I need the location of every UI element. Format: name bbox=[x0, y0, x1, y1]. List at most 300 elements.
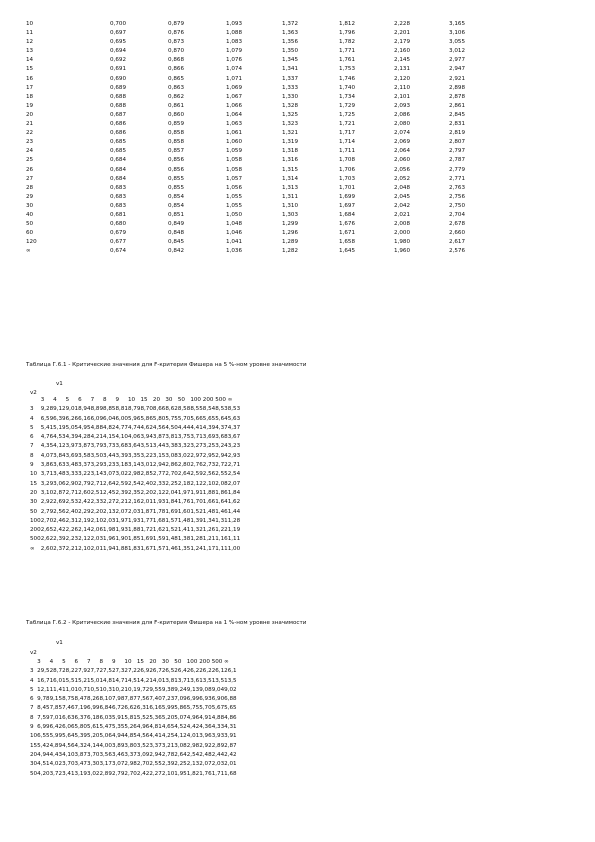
table-row bbox=[30, 480, 240, 489]
value-cell: 3,02 bbox=[87, 770, 100, 777]
value-cell: 2,056 bbox=[394, 166, 411, 173]
value-cell: 27,2 bbox=[124, 668, 137, 675]
value-cell: 4,00 bbox=[99, 742, 112, 749]
row-label-cell: 30 bbox=[30, 499, 38, 506]
value-cell: 2,678 bbox=[449, 221, 466, 228]
value-cell: 1,84 bbox=[227, 489, 241, 496]
row-label-cell: 21 bbox=[26, 121, 34, 128]
column-header: 7 bbox=[87, 659, 91, 665]
value-cell: 13,5 bbox=[211, 677, 225, 684]
value-cell: 2,21 bbox=[65, 545, 79, 552]
value-cell: 3,27 bbox=[190, 443, 203, 450]
value-cell: 3,71 bbox=[190, 434, 203, 441]
column-header: 3 bbox=[40, 397, 45, 403]
value-cell: 1,78 bbox=[152, 508, 166, 515]
table-row bbox=[26, 184, 489, 193]
row-label-cell: 14 bbox=[26, 57, 34, 64]
value-cell: 2,12 bbox=[78, 536, 91, 543]
value-cell: 6,42 bbox=[49, 724, 63, 731]
value-cell: 1,60 bbox=[177, 508, 191, 515]
row-label-cell: 15 bbox=[30, 480, 38, 487]
value-cell: 6,31 bbox=[136, 705, 150, 712]
value-cell: 5,64 bbox=[215, 415, 228, 422]
value-cell: 1,310 bbox=[282, 202, 299, 209]
value-cell: 2,94 bbox=[149, 751, 162, 758]
value-cell: 0,855 bbox=[168, 184, 185, 191]
value-cell: 3,32 bbox=[177, 443, 191, 450]
value-cell: 2,819 bbox=[449, 130, 466, 137]
table-row bbox=[26, 38, 489, 47]
table-row bbox=[26, 93, 489, 102]
value-cell: 14,2 bbox=[136, 677, 150, 684]
table-row bbox=[26, 84, 489, 93]
value-cell: 28,2 bbox=[62, 668, 75, 675]
value-cell: 1,645 bbox=[339, 248, 356, 255]
value-cell: 1,057 bbox=[226, 175, 243, 182]
value-cell: 14,7 bbox=[111, 677, 125, 684]
table-row bbox=[26, 229, 489, 238]
value-cell: 3,09 bbox=[136, 751, 150, 758]
value-cell: 0,873 bbox=[168, 39, 185, 46]
value-cell: 7,01 bbox=[49, 714, 63, 721]
value-cell: 6,09 bbox=[90, 415, 104, 422]
value-cell: 2,13 bbox=[186, 761, 200, 768]
value-cell: 1,314 bbox=[282, 175, 299, 182]
value-cell: 1,676 bbox=[339, 221, 356, 228]
table-row bbox=[26, 56, 489, 65]
value-cell: 9,13 bbox=[186, 686, 200, 693]
value-cell: 0,860 bbox=[168, 111, 185, 118]
value-cell: 2,831 bbox=[449, 121, 466, 128]
value-cell: 1,87 bbox=[140, 508, 153, 515]
value-cell: 4,36 bbox=[199, 724, 212, 731]
value-cell: 0,854 bbox=[168, 202, 185, 209]
row-label-cell: 10 bbox=[30, 733, 38, 740]
value-cell: 1,44 bbox=[227, 508, 241, 515]
table-row bbox=[30, 723, 237, 732]
value-cell: 0,690 bbox=[110, 75, 127, 82]
value-cell: 1,337 bbox=[282, 75, 299, 82]
value-cell: 2,27 bbox=[149, 770, 162, 777]
value-cell: 11,0 bbox=[62, 686, 75, 693]
value-cell: 3,81 bbox=[165, 434, 178, 441]
value-cell: 26,2 bbox=[199, 668, 212, 675]
value-cell: 4,12 bbox=[53, 443, 66, 450]
value-cell: 7,23 bbox=[161, 696, 175, 703]
value-cell: 1,059 bbox=[226, 148, 243, 155]
value-cell: 8,58 bbox=[177, 406, 191, 413]
row-label-cell: 27 bbox=[26, 175, 34, 182]
value-cell: 2,80 bbox=[177, 462, 191, 469]
row-label-cell: 6 bbox=[30, 434, 34, 441]
value-cell: 2,39 bbox=[53, 536, 66, 543]
value-cell: 11,4 bbox=[49, 686, 63, 693]
value-cell: 14,0 bbox=[149, 677, 162, 684]
value-cell: 2,59 bbox=[115, 480, 128, 487]
row-label-cell: 40 bbox=[26, 211, 34, 218]
value-cell: 6,59 bbox=[40, 415, 54, 422]
value-cell: 5,06 bbox=[99, 733, 112, 740]
row-label-cell: 6 bbox=[30, 696, 34, 703]
value-cell: 3,21 bbox=[161, 742, 175, 749]
value-cell: 3,67 bbox=[227, 434, 241, 441]
value-cell: 2,03 bbox=[127, 508, 141, 515]
table-row bbox=[30, 461, 240, 470]
value-cell: 3,48 bbox=[53, 471, 66, 478]
value-cell: 5,91 bbox=[111, 714, 125, 721]
value-cell: 8,75 bbox=[62, 696, 75, 703]
value-cell: 4,53 bbox=[53, 434, 66, 441]
value-cell: 1,39 bbox=[190, 517, 203, 524]
value-cell: 6,18 bbox=[87, 714, 100, 721]
table-row bbox=[30, 489, 240, 498]
table-row bbox=[30, 498, 240, 507]
value-cell: 8,66 bbox=[152, 406, 166, 413]
column-header: 30 bbox=[165, 397, 173, 403]
table-row bbox=[30, 452, 240, 461]
value-cell: 2,080 bbox=[394, 121, 411, 128]
row-label-cell: 8 bbox=[30, 714, 34, 721]
value-cell: 2,797 bbox=[449, 148, 466, 155]
value-cell: 2,39 bbox=[115, 489, 128, 496]
value-cell: 2,03 bbox=[103, 517, 116, 524]
value-cell: 28,7 bbox=[49, 668, 63, 675]
value-cell: 1,315 bbox=[282, 166, 299, 173]
value-cell: 2,101 bbox=[394, 93, 411, 100]
row-label-cell: 60 bbox=[26, 230, 34, 237]
value-cell: 0,689 bbox=[110, 84, 127, 91]
value-cell: 0,684 bbox=[110, 157, 127, 164]
value-cell: 3,23 bbox=[227, 443, 241, 450]
value-cell: 3,19 bbox=[74, 770, 87, 777]
value-cell: 5,99 bbox=[49, 733, 63, 740]
value-cell: 2,086 bbox=[394, 111, 411, 118]
value-cell: 6,84 bbox=[99, 705, 112, 712]
value-cell: 8,26 bbox=[87, 696, 100, 703]
column-header: 20 bbox=[149, 659, 157, 665]
value-cell: 26,4 bbox=[174, 668, 187, 675]
row-label-cell: ∞ bbox=[30, 545, 35, 552]
value-cell: 3,14 bbox=[127, 462, 141, 469]
value-cell: 1,063 bbox=[226, 121, 243, 128]
value-cell: 0,684 bbox=[110, 175, 127, 182]
value-cell: 3,02 bbox=[177, 452, 191, 459]
value-cell: 2,40 bbox=[65, 508, 79, 515]
row-label-cell: 11 bbox=[26, 30, 34, 37]
table-row bbox=[30, 770, 237, 779]
value-cell: 2,89 bbox=[99, 770, 112, 777]
value-cell: 0,848 bbox=[168, 230, 185, 237]
value-cell: 1,66 bbox=[202, 499, 216, 506]
value-cell: 10,7 bbox=[74, 686, 87, 693]
value-cell: 1,46 bbox=[165, 545, 178, 552]
value-cell: 1,98 bbox=[103, 527, 116, 534]
value-cell: 0,865 bbox=[168, 75, 185, 82]
value-cell: 1,69 bbox=[140, 536, 153, 543]
table-row bbox=[30, 751, 237, 760]
value-cell: 1,980 bbox=[394, 239, 411, 246]
value-cell: 3,25 bbox=[202, 443, 216, 450]
value-cell: 3,02 bbox=[115, 471, 128, 478]
value-cell: 7,59 bbox=[37, 714, 50, 721]
value-cell: 0,868 bbox=[168, 57, 185, 64]
value-cell: 7,87 bbox=[124, 696, 137, 703]
table-row bbox=[30, 517, 240, 526]
value-cell: 8,10 bbox=[99, 696, 112, 703]
row-label-cell: 10 bbox=[26, 21, 34, 27]
value-cell: 1,22 bbox=[215, 527, 228, 534]
value-cell: 2,12 bbox=[190, 480, 203, 487]
value-cell: 5,20 bbox=[161, 714, 175, 721]
value-cell: 3,14 bbox=[90, 471, 104, 478]
value-cell: 2,87 bbox=[224, 742, 237, 749]
column-header: 50 bbox=[174, 659, 182, 665]
value-cell: 5,99 bbox=[161, 705, 175, 712]
value-cell: 1,71 bbox=[211, 770, 225, 777]
value-cell: 2,79 bbox=[111, 770, 125, 777]
value-cell: 1,771 bbox=[339, 48, 356, 55]
value-cell: 2,97 bbox=[190, 452, 203, 459]
table-row bbox=[26, 166, 489, 175]
value-cell: 2,771 bbox=[449, 175, 466, 182]
value-cell: 2,179 bbox=[394, 39, 411, 46]
value-cell: 2,79 bbox=[78, 480, 91, 487]
row-label-cell: 30 bbox=[26, 202, 34, 209]
value-cell: 4,39 bbox=[65, 434, 79, 441]
value-cell: 1,782 bbox=[339, 39, 356, 46]
value-cell: 3,24 bbox=[215, 443, 228, 450]
value-cell: 2,48 bbox=[199, 751, 212, 758]
value-cell: 2,53 bbox=[65, 499, 79, 506]
value-cell: 8,81 bbox=[115, 406, 128, 413]
value-cell: 1,26 bbox=[202, 527, 216, 534]
value-cell: 1,319 bbox=[282, 139, 299, 146]
value-cell: 3,84 bbox=[53, 452, 66, 459]
value-cell: 2,787 bbox=[449, 157, 466, 164]
value-cell: 6,16 bbox=[78, 415, 91, 422]
value-cell: 6,99 bbox=[87, 705, 100, 712]
column-header: 6 bbox=[78, 397, 82, 403]
value-cell: 1,97 bbox=[177, 489, 191, 496]
value-cell: 2,18 bbox=[177, 480, 191, 487]
row-label-cell: 17 bbox=[26, 84, 34, 91]
value-cell: 1,59 bbox=[152, 536, 166, 543]
value-cell: 2,20 bbox=[140, 489, 153, 496]
value-cell: 2,29 bbox=[78, 508, 91, 515]
value-cell: 1,711 bbox=[339, 148, 356, 155]
value-cell: 4,06 bbox=[127, 434, 141, 441]
value-cell: 1,093 bbox=[226, 21, 243, 27]
value-cell: 0,680 bbox=[110, 221, 127, 228]
value-cell: 4,14 bbox=[87, 742, 100, 749]
value-cell: 0,858 bbox=[168, 130, 185, 137]
value-cell: 2,779 bbox=[449, 166, 466, 173]
value-cell: 5,63 bbox=[227, 415, 241, 422]
value-cell: 2,14 bbox=[78, 527, 91, 534]
value-cell: 2,73 bbox=[202, 462, 216, 469]
value-cell: 3,89 bbox=[111, 742, 125, 749]
value-cell: 1,036 bbox=[226, 248, 243, 255]
value-cell: 2,64 bbox=[177, 471, 191, 478]
column-header: 8 bbox=[99, 659, 104, 665]
value-cell: 2,750 bbox=[449, 202, 466, 209]
row-label-cell: 100 bbox=[30, 517, 41, 524]
value-cell: 0,681 bbox=[110, 211, 127, 218]
value-cell: 0,859 bbox=[168, 121, 185, 128]
value-cell: 3,18 bbox=[115, 462, 128, 469]
value-cell: 3,72 bbox=[49, 770, 63, 777]
value-cell: 2,576 bbox=[449, 248, 466, 255]
value-cell: 1,753 bbox=[339, 66, 356, 73]
row-label-cell: 7 bbox=[30, 705, 34, 712]
table-row bbox=[30, 424, 240, 433]
value-cell: 1,34 bbox=[202, 517, 216, 524]
value-cell: 2,10 bbox=[78, 545, 91, 552]
value-cell: 3,39 bbox=[115, 452, 128, 459]
value-cell: 2,898 bbox=[449, 84, 466, 91]
value-cell: 3,51 bbox=[140, 443, 153, 450]
value-cell: 3,055 bbox=[449, 39, 466, 46]
value-cell: 16,0 bbox=[49, 677, 63, 684]
value-cell: 2,03 bbox=[90, 536, 104, 543]
row-label-cell: 25 bbox=[26, 157, 34, 164]
table-row bbox=[30, 667, 237, 676]
row-label-cell: 3 bbox=[30, 406, 34, 413]
column-header: 5 bbox=[62, 659, 66, 665]
table-row bbox=[30, 760, 237, 769]
value-cell: 3,56 bbox=[99, 751, 112, 758]
table-row bbox=[26, 29, 489, 38]
row-label-cell: 29 bbox=[26, 193, 34, 200]
value-cell: 1,76 bbox=[177, 499, 191, 506]
table-g62-v2-label: v2 bbox=[30, 650, 37, 656]
value-cell: 4,37 bbox=[215, 424, 228, 431]
value-cell: 2,20 bbox=[90, 508, 104, 515]
value-cell: 2,160 bbox=[394, 48, 411, 55]
value-cell: 1,740 bbox=[339, 84, 356, 91]
value-cell: 5,52 bbox=[136, 714, 150, 721]
value-cell: 9,15 bbox=[49, 696, 63, 703]
value-cell: 4,35 bbox=[40, 443, 54, 450]
value-cell: 2,86 bbox=[165, 462, 178, 469]
value-cell: 26,7 bbox=[149, 668, 162, 675]
value-cell: 2,64 bbox=[174, 751, 187, 758]
value-cell: 4,95 bbox=[78, 424, 91, 431]
value-cell: 6,03 bbox=[99, 714, 112, 721]
value-cell: 2,89 bbox=[211, 742, 225, 749]
value-cell: 1,57 bbox=[152, 545, 166, 552]
value-cell: 8,85 bbox=[103, 406, 116, 413]
column-header: 15 bbox=[136, 659, 144, 665]
value-cell: 2,60 bbox=[78, 489, 91, 496]
value-cell: 9,55 bbox=[149, 686, 162, 693]
value-cell: 0,870 bbox=[168, 48, 185, 55]
value-cell: 4,12 bbox=[174, 733, 187, 740]
value-cell: 1,067 bbox=[226, 93, 243, 100]
value-cell: 3,165 bbox=[449, 21, 466, 27]
value-cell: 2,87 bbox=[53, 489, 66, 496]
value-cell: 1,721 bbox=[339, 121, 356, 128]
value-cell: 1,95 bbox=[174, 770, 187, 777]
value-cell: 2,92 bbox=[40, 499, 54, 506]
value-cell: 13,5 bbox=[199, 677, 212, 684]
table-row bbox=[26, 65, 489, 74]
row-label-cell: 9 bbox=[30, 724, 34, 731]
column-header: 200 bbox=[199, 659, 210, 665]
value-cell: 1,24 bbox=[190, 545, 203, 552]
value-cell: 0,856 bbox=[168, 157, 185, 164]
column-header: 15 bbox=[140, 397, 148, 403]
value-cell: 2,77 bbox=[152, 471, 166, 478]
value-cell: 4,44 bbox=[177, 424, 191, 431]
value-cell: 4,89 bbox=[49, 742, 63, 749]
value-cell: 1,88 bbox=[115, 545, 128, 552]
value-cell: 2,54 bbox=[227, 471, 241, 478]
value-cell: 10,1 bbox=[124, 686, 137, 693]
value-cell: 8,53 bbox=[227, 406, 241, 413]
column-header: 30 bbox=[161, 659, 169, 665]
value-cell: 1,299 bbox=[282, 221, 299, 228]
value-cell: 5,65 bbox=[202, 415, 216, 422]
value-cell: 2,25 bbox=[174, 761, 187, 768]
value-cell: 1,86 bbox=[215, 489, 228, 496]
value-cell: 2,21 bbox=[115, 499, 128, 506]
value-cell: 1,313 bbox=[282, 184, 299, 191]
row-label-cell: 50 bbox=[26, 221, 34, 228]
value-cell: 2,78 bbox=[161, 751, 175, 758]
value-cell: 3,52 bbox=[136, 742, 150, 749]
value-cell: 4,94 bbox=[111, 733, 125, 740]
column-header: 9 bbox=[111, 659, 116, 665]
table-row bbox=[30, 686, 237, 695]
value-cell: 4,37 bbox=[227, 424, 241, 431]
table-g61-grid bbox=[30, 396, 240, 554]
value-cell: 2,756 bbox=[449, 193, 466, 200]
value-cell: 3,07 bbox=[103, 471, 116, 478]
value-cell: 2,074 bbox=[394, 130, 411, 137]
value-cell: 1,52 bbox=[190, 508, 203, 515]
value-cell: 1,812 bbox=[339, 21, 356, 27]
value-cell: 0,857 bbox=[168, 148, 185, 155]
value-cell: 14,5 bbox=[124, 677, 137, 684]
value-cell: 1,48 bbox=[177, 517, 191, 524]
value-cell: 0,685 bbox=[110, 139, 127, 146]
value-cell: 3,70 bbox=[62, 761, 75, 768]
value-cell: 2,201 bbox=[394, 30, 411, 37]
value-cell: 1,048 bbox=[226, 221, 243, 228]
value-cell: 3,29 bbox=[40, 480, 54, 487]
column-header: 50 bbox=[177, 397, 185, 403]
value-cell: 4,21 bbox=[90, 434, 104, 441]
value-cell: 4,96 bbox=[186, 714, 200, 721]
value-cell: 0,686 bbox=[110, 130, 127, 137]
value-cell: 1,69 bbox=[165, 508, 178, 515]
value-cell: 4,10 bbox=[115, 434, 128, 441]
value-cell: 3,96 bbox=[199, 733, 212, 740]
value-cell: 1,72 bbox=[140, 527, 153, 534]
value-cell: 5,07 bbox=[174, 714, 187, 721]
row-label-cell: 200 bbox=[30, 527, 41, 534]
table-g61-v1-label: v1 bbox=[56, 381, 63, 387]
value-cell: 3,44 bbox=[152, 443, 166, 450]
value-cell: 2,55 bbox=[215, 471, 228, 478]
value-cell: 1,316 bbox=[282, 157, 299, 164]
row-label-cell: 20 bbox=[26, 111, 34, 118]
value-cell: 5,65 bbox=[224, 705, 237, 712]
value-cell: 1,70 bbox=[190, 499, 203, 506]
value-cell: 3,08 bbox=[174, 742, 187, 749]
column-header: 100 bbox=[190, 397, 201, 403]
